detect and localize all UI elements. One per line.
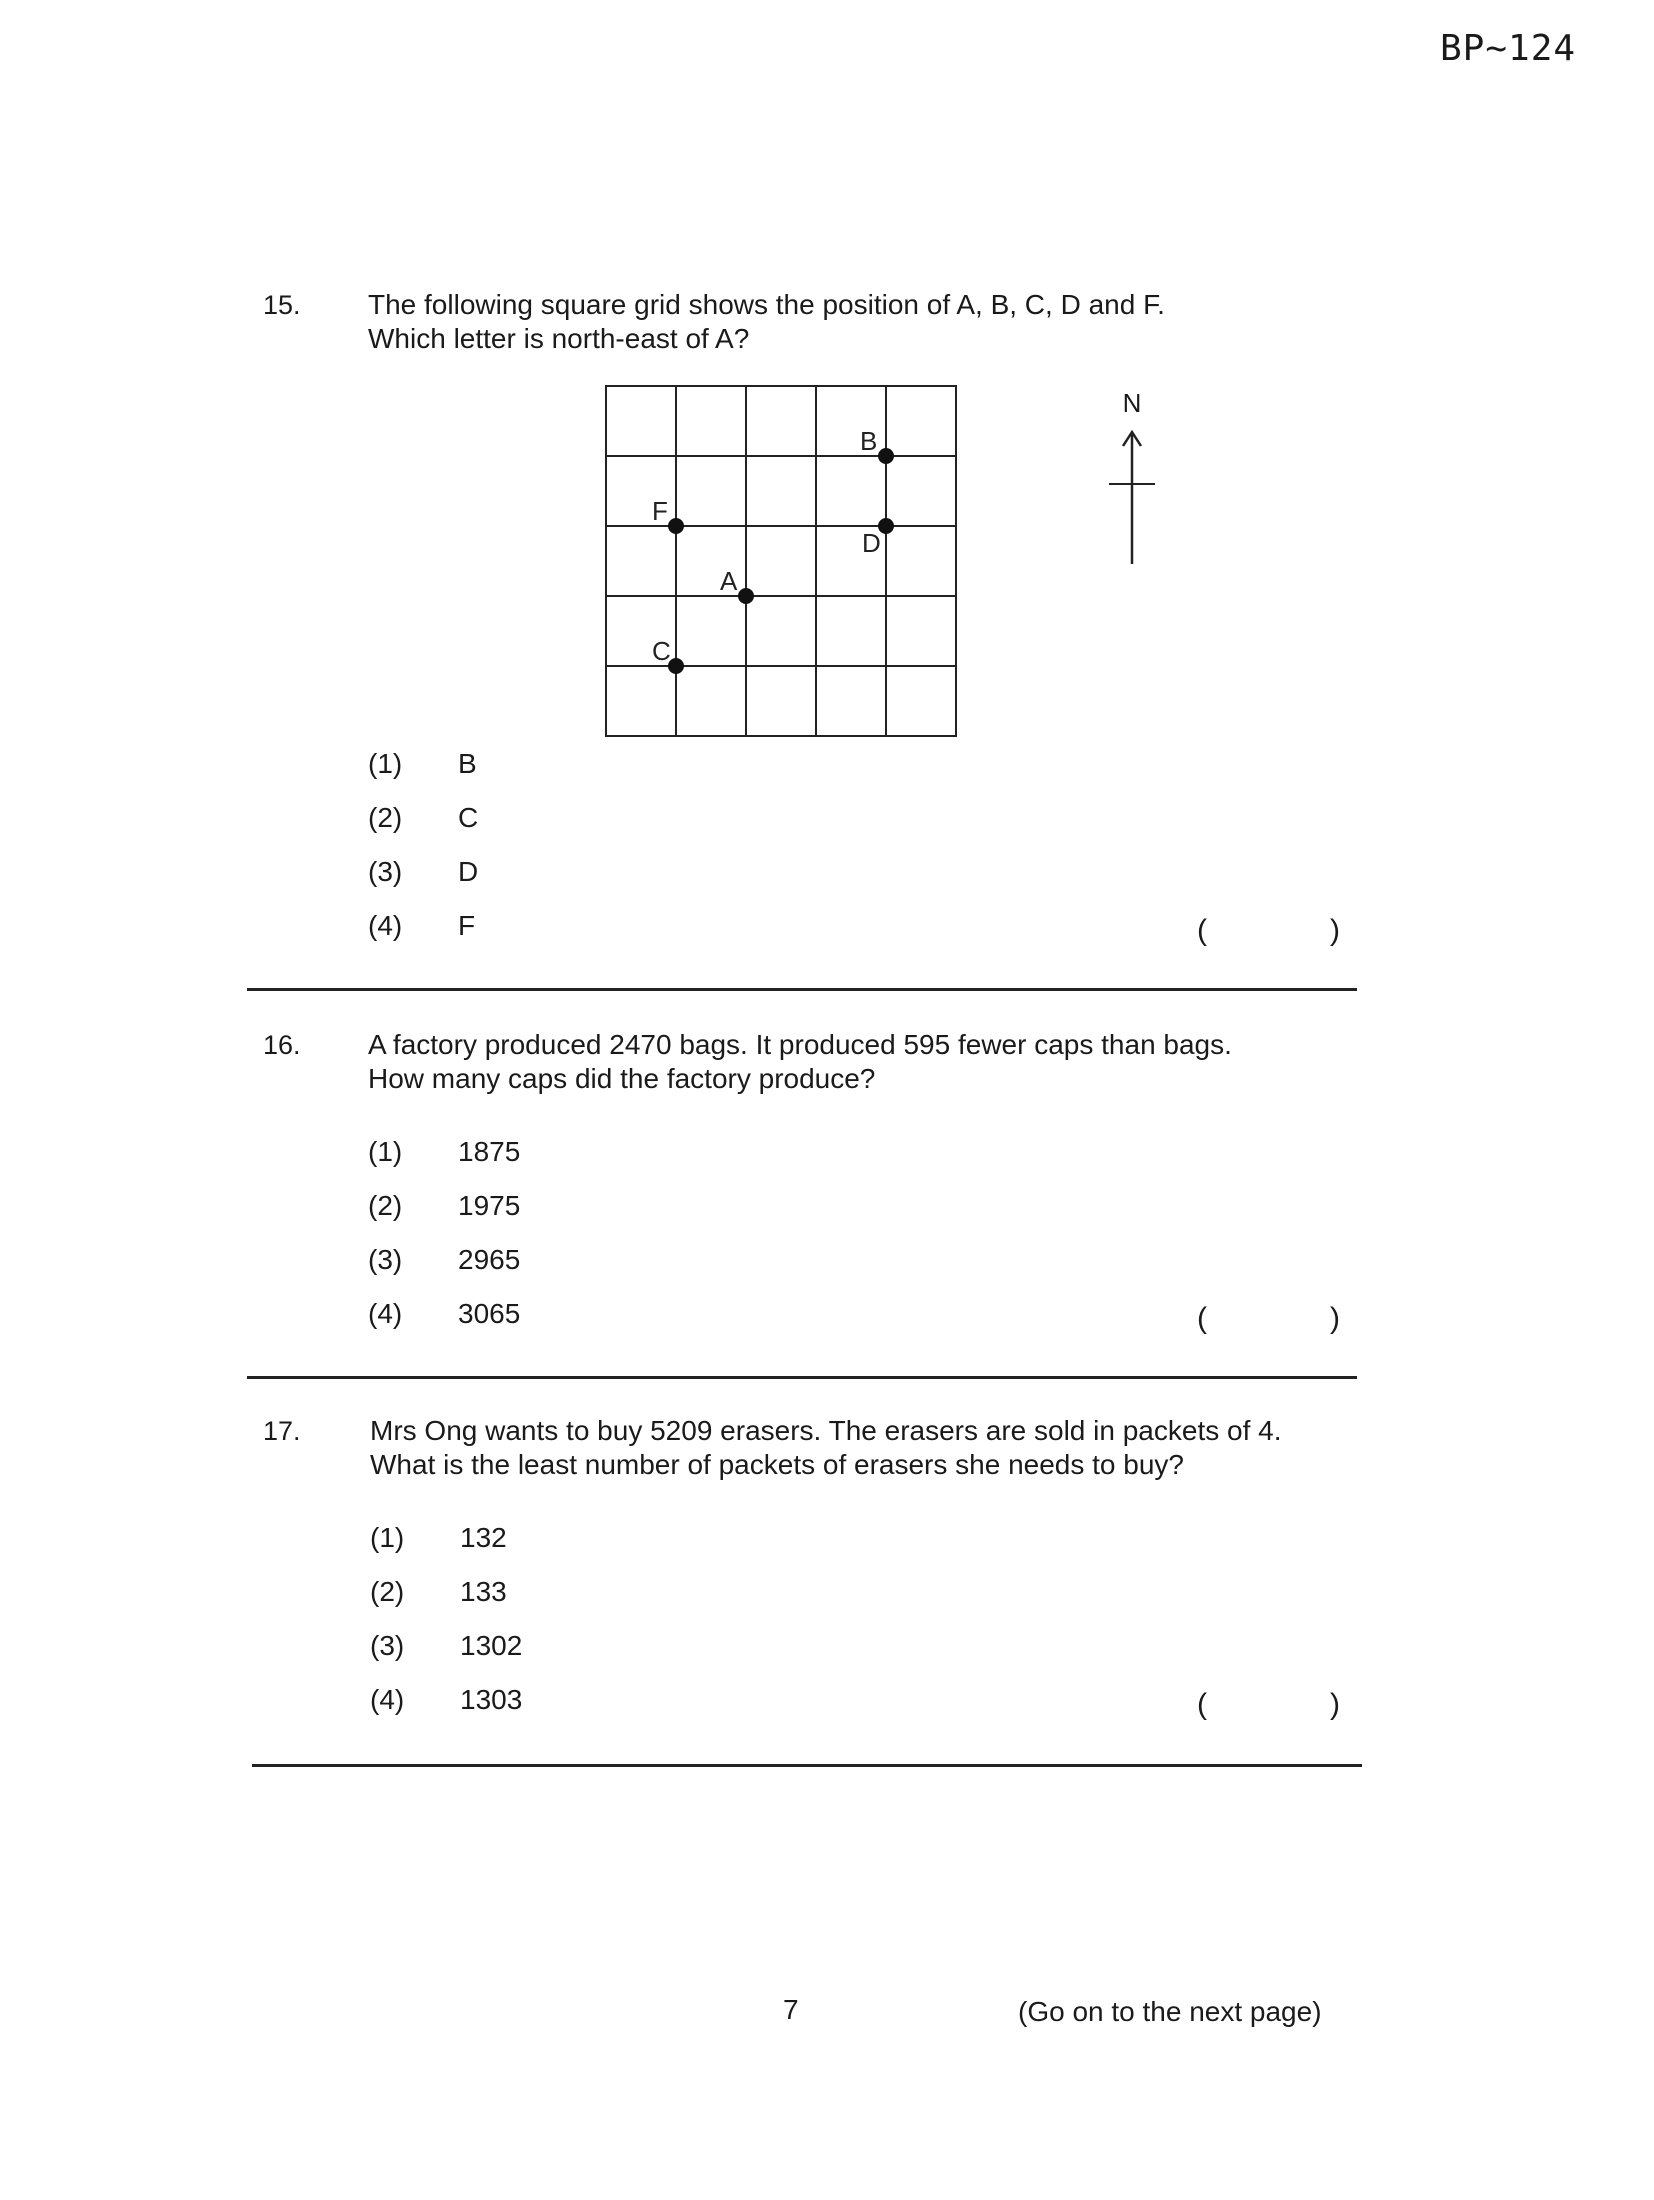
option-value: 2965 [458,1244,521,1275]
option-number: (4) [370,1684,405,1715]
point-b-label: B [860,426,878,456]
section-divider [247,1376,1357,1379]
option-value: F [458,910,476,941]
option-number: (2) [368,1190,403,1221]
answer-close-paren: ) [1330,1302,1340,1335]
option-value: D [458,856,479,887]
question-text-line-2: What is the least number of packets of erasers she needs to buy? [370,1449,1184,1480]
section-divider [247,988,1357,991]
option-number: (3) [368,1244,403,1275]
option-number: (4) [368,1298,403,1329]
question-stem [368,1028,1468,1096]
page-number: 7 [783,1994,799,2025]
option-number: (1) [368,748,403,779]
question-number: 15. [263,290,301,320]
section-divider [252,1764,1362,1767]
option-value: 1303 [460,1684,523,1715]
option-value: 1975 [458,1190,521,1221]
answer-close-paren: ) [1330,914,1340,947]
point-d-label: D [862,528,881,558]
answer-open-paren: ( [1197,1688,1207,1721]
option-number: (1) [368,1136,403,1167]
option-number: (2) [368,802,403,833]
question-text-line-1: The following square grid shows the position of A, B, C, D and F. [368,289,1165,320]
option-value: 1302 [460,1630,523,1661]
question-text-line-1: A factory produced 2470 bags. It produced 595 fewer caps than bags. [368,1029,1232,1060]
paper-code: BP~124 [1440,28,1577,69]
point-c-label: C [652,636,671,666]
continue-note: (Go on to the next page) [1018,1996,1322,2027]
point-a-label: A [720,566,738,596]
point-f-dot [668,518,684,534]
option-number: (1) [370,1522,405,1553]
point-b-dot [878,448,894,464]
north-arrow-icon [1107,428,1157,568]
square-grid-figure [600,380,960,750]
point-f-label: F [652,496,668,526]
option-number: (2) [370,1576,405,1607]
answer-open-paren: ( [1197,1302,1207,1335]
option-value: 132 [460,1522,507,1553]
point-a-dot [738,588,754,604]
answer-open-paren: ( [1197,914,1207,947]
question-text-line-2: How many caps did the factory produce? [368,1063,876,1094]
grid-lines [606,386,956,736]
option-value: C [458,802,479,833]
option-value: B [458,748,477,779]
question-number: 16. [263,1030,301,1060]
question-stem [370,1414,1470,1482]
option-number: (3) [368,856,403,887]
option-value: 3065 [458,1298,521,1329]
option-number: (3) [370,1630,405,1661]
question-text-line-1: Mrs Ong wants to buy 5209 erasers. The erasers are sold in packets of 4. [370,1415,1282,1446]
question-stem [368,288,1468,356]
option-value: 1875 [458,1136,521,1167]
option-value: 133 [460,1576,507,1607]
option-number: (4) [368,910,403,941]
question-text-line-2: Which letter is north-east of A? [368,323,750,354]
compass-north-label: N [1122,388,1142,418]
answer-close-paren: ) [1330,1688,1340,1721]
question-number: 17. [263,1416,301,1446]
